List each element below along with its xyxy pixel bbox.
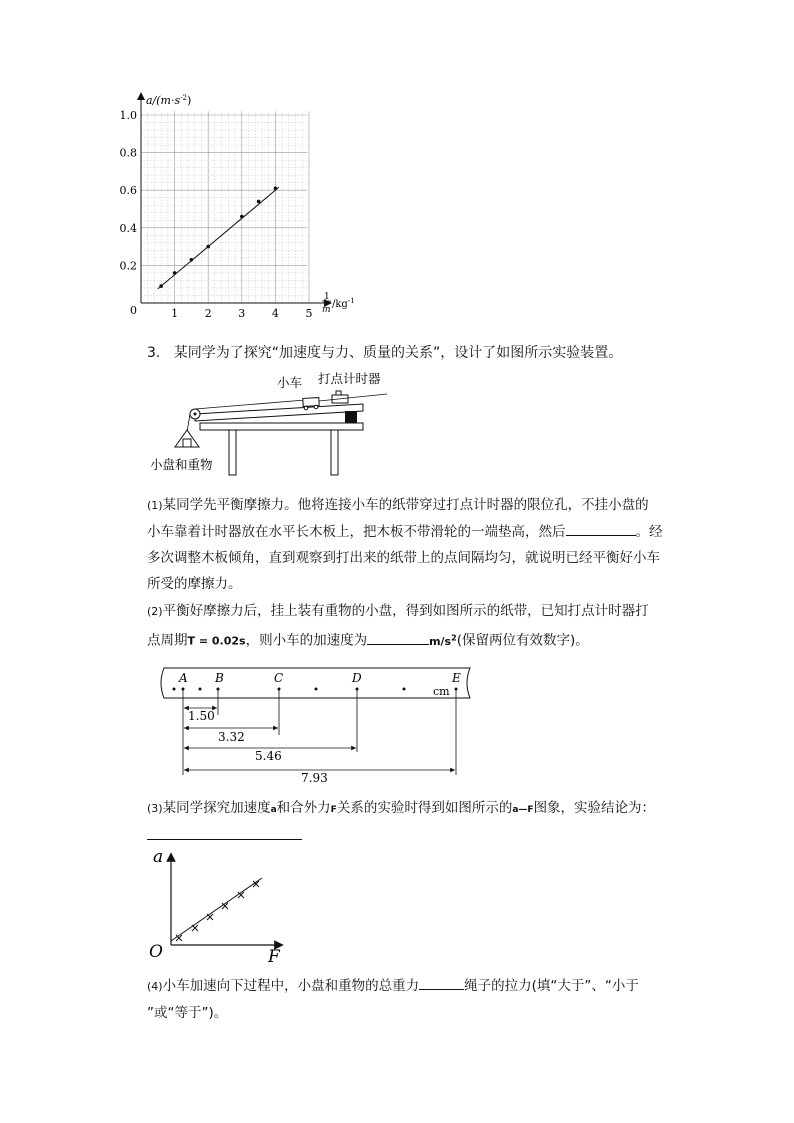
distance-ac: 3.32 xyxy=(218,730,245,744)
part1-number: (1) xyxy=(147,499,163,512)
acceleration-vs-inverse-mass-chart xyxy=(110,88,370,323)
table-top xyxy=(200,423,363,430)
part2-line2-start: 点周期 xyxy=(147,632,188,649)
part2-line2-mid: ，则小车的加速度为 xyxy=(245,632,368,649)
y-tick-label: 1.0 xyxy=(119,109,137,122)
data-point xyxy=(190,258,194,262)
part3 xyxy=(147,795,707,849)
y-tick-label: 0.8 xyxy=(119,146,137,160)
y-tick-label: 0.6 xyxy=(119,184,137,198)
part3-text-b: 和合外力 xyxy=(276,800,331,816)
x-tick-label: 3 xyxy=(238,307,246,320)
part1-line2-end: 。经 xyxy=(635,524,663,540)
af-y-label: a xyxy=(153,847,164,867)
tape-label-c: C xyxy=(274,671,284,685)
part4-answer-blank[interactable] xyxy=(419,974,464,990)
x-tick-label: 2 xyxy=(204,307,212,320)
x-label-denominator: m xyxy=(322,305,331,315)
x-tick-label: 1 xyxy=(171,307,179,320)
part3-text-a: 某同学探究加速度 xyxy=(162,800,271,816)
wedge-block xyxy=(345,411,357,423)
hanging-string xyxy=(187,414,190,432)
part4-text-a: 小车加速向下过程中，小盘和重物的总重力 xyxy=(162,978,420,994)
distance-ad: 5.46 xyxy=(255,749,282,763)
part4 xyxy=(147,973,707,1026)
cart-label: 小车 xyxy=(277,375,303,390)
part3-text-d: 图象，实验结论为： xyxy=(533,800,656,816)
part4-number: (4) xyxy=(147,980,163,993)
weights-label: 小盘和重物 xyxy=(150,457,213,472)
tape-label-e: E xyxy=(452,671,461,685)
part3-answer-blank[interactable] xyxy=(147,824,302,840)
tape-outline xyxy=(161,668,470,698)
apparatus-diagram xyxy=(145,370,395,482)
data-point xyxy=(240,215,244,219)
distance-ae: 7.93 xyxy=(301,771,328,785)
x-label-numerator: 1 xyxy=(324,292,330,302)
distance-ab: 1.50 xyxy=(188,709,215,723)
chart-grid xyxy=(141,111,309,303)
af-origin-label: O xyxy=(149,942,163,962)
data-point xyxy=(206,245,210,249)
y-tick-label: 0.2 xyxy=(119,259,137,273)
a-f-graph xyxy=(145,845,295,965)
part1-line4: 所受的摩擦力。 xyxy=(147,576,242,592)
question-number: 3. xyxy=(147,345,161,361)
acceleration-unit: $m/s^2$ xyxy=(429,633,457,648)
x-label-unit: $/kg^{-1}$ xyxy=(332,297,355,310)
question3-intro xyxy=(147,340,622,366)
timer-period: T = 0.02s xyxy=(187,634,246,648)
part2-line1: 平衡好摩擦力后，挂上装有重物的小盘，得到如图所示的纸带，已知打点计时器打 xyxy=(162,603,649,619)
part2-number: (2) xyxy=(147,605,163,618)
table-leg-right xyxy=(331,430,338,475)
part2-answer-blank[interactable] xyxy=(367,629,429,645)
part4-text-b: 绳子的拉力(填“大于”、“小于 xyxy=(464,978,639,994)
x-tick-label: 4 xyxy=(271,307,279,320)
data-point xyxy=(159,284,163,288)
af-data-marks xyxy=(176,881,259,941)
data-point xyxy=(257,200,261,204)
paper-tape xyxy=(319,394,387,401)
graph-name: a—F xyxy=(512,805,534,815)
data-point xyxy=(274,187,278,191)
y-axis-label: $a/(m\cdot s^{-2})$ xyxy=(146,94,192,107)
tape-label-d: D xyxy=(352,671,362,685)
var-a: a xyxy=(270,805,277,815)
tape-label-b: B xyxy=(215,671,224,685)
origin-label: 0 xyxy=(130,304,137,317)
x-tick-label: 5 xyxy=(305,307,313,320)
part3-text-c: 关系的实验时得到如图所示的 xyxy=(336,800,513,816)
part1-line3: 多次调整木板倾角，直到观察到打出来的纸带上的点间隔均匀，就说明已经平衡好小车 xyxy=(147,550,660,566)
part1-answer-blank[interactable] xyxy=(566,520,636,536)
question-intro-text: 某同学为了探究“加速度与力、质量的关系”，设计了如图所示实验装置。 xyxy=(173,345,623,361)
part2-line2-end: (保留两位有效数字)。 xyxy=(456,632,589,649)
string xyxy=(195,400,305,409)
part3-number: (3) xyxy=(147,802,163,815)
part1-line1: 某同学先平衡摩擦力。他将连接小车的纸带穿过打点计时器的限位孔，不挂小盘的 xyxy=(162,497,649,513)
table-leg-left xyxy=(229,430,236,475)
data-point xyxy=(173,271,177,275)
part2 xyxy=(147,598,687,655)
y-tick-label: 0.4 xyxy=(119,221,137,235)
paper-tape-diagram xyxy=(152,663,482,785)
af-x-label: F xyxy=(268,947,280,965)
part1-line2: 小车靠着计时器放在水平长木板上，把木板不带滑轮的一端垫高，然后 xyxy=(147,524,566,540)
var-f: F xyxy=(330,805,337,815)
part4-text-c: ”或“等于”)。 xyxy=(147,1005,228,1021)
af-fit-line xyxy=(171,878,262,941)
tape-unit: cm xyxy=(433,685,450,698)
tape-label-a: A xyxy=(179,671,188,685)
part1 xyxy=(147,492,687,597)
timer-label: 打点计时器 xyxy=(318,371,381,386)
